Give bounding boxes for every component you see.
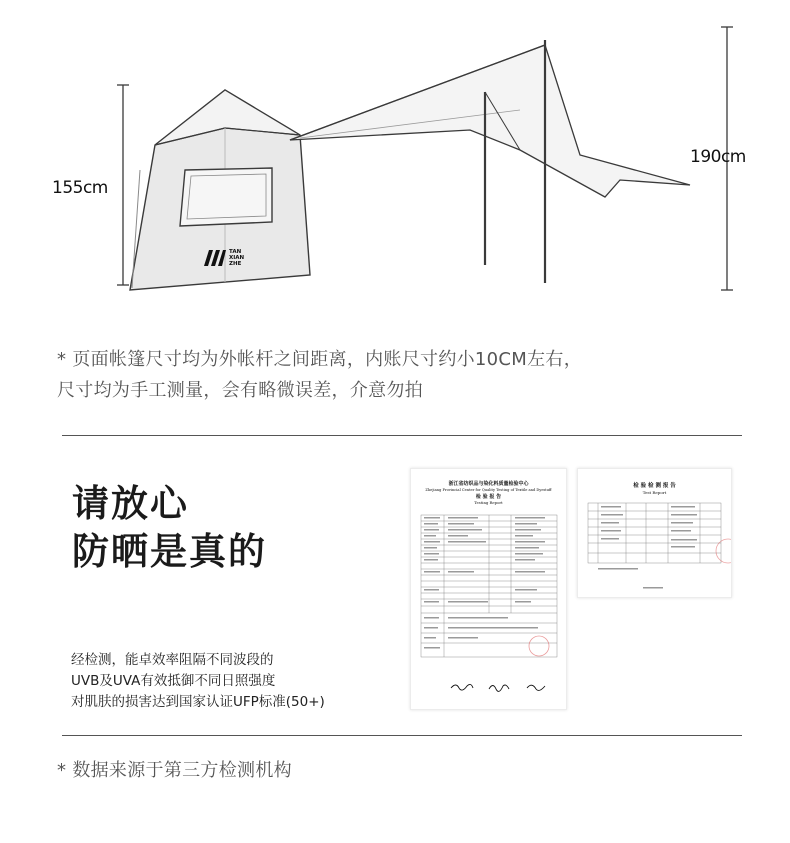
official-stamp: [529, 636, 549, 656]
testing-report-document: [410, 468, 567, 710]
size-note-line-2: 尺寸均为手工测量，会有略微误差，介意勿拍: [57, 380, 423, 401]
size-note-line-1: * 页面帐篷尺寸均为外帐杆之间距离，内账尺寸约小10CM左右，: [57, 349, 583, 370]
awning-tarp: [290, 45, 690, 197]
uv-headline-line-2: 防晒是真的: [72, 530, 267, 573]
divider-bottom: [62, 735, 742, 736]
report-org-en: Zhejiang Provincial Center for Quality Testing of Textile and Dyestuff: [425, 488, 552, 492]
report-title-cn: 检 验 报 告: [475, 494, 502, 500]
tent-drawing: [0, 0, 790, 320]
source-note: * 数据来源于第三方检测机构: [57, 760, 292, 781]
test-report-stamp: [716, 539, 731, 563]
uv-description-line-2: UVB及UVA有效抵御不同日照强度: [71, 673, 276, 689]
tent-height-label: 155cm: [52, 178, 108, 198]
test-report-title-cn: 检 验 检 测 报 告: [633, 483, 676, 489]
tent-illustration: [0, 0, 790, 320]
uv-description: [71, 650, 401, 713]
test-report-table: [578, 499, 731, 598]
uv-headline-line-1: 请放心: [72, 482, 189, 525]
report-table: [411, 513, 566, 703]
report-title-en: Testing Report: [474, 500, 503, 505]
report-org-cn: 浙江省纺织品与染化料质量检验中心: [448, 481, 529, 487]
uv-description-line-1: 经检测，能卓效率阻隔不同波段的: [71, 652, 274, 668]
test-report-title-en: Test Report: [642, 490, 667, 495]
brand-logo: [204, 247, 254, 269]
brand-logo-mark-icon: [204, 250, 226, 266]
test-report-document: [577, 468, 732, 598]
brand-logo-text-1: TAN: [229, 249, 242, 255]
pole-height-label: 190cm: [690, 147, 746, 167]
brand-logo-text-2: XIAN: [229, 255, 245, 261]
uv-headline: [72, 480, 267, 576]
uv-description-line-3: 对肌肤的损害达到国家认证UFP标准(50+): [71, 694, 325, 710]
brand-logo-text-3: ZHE: [229, 261, 242, 267]
size-note: [57, 344, 757, 406]
divider-top: [62, 435, 742, 436]
